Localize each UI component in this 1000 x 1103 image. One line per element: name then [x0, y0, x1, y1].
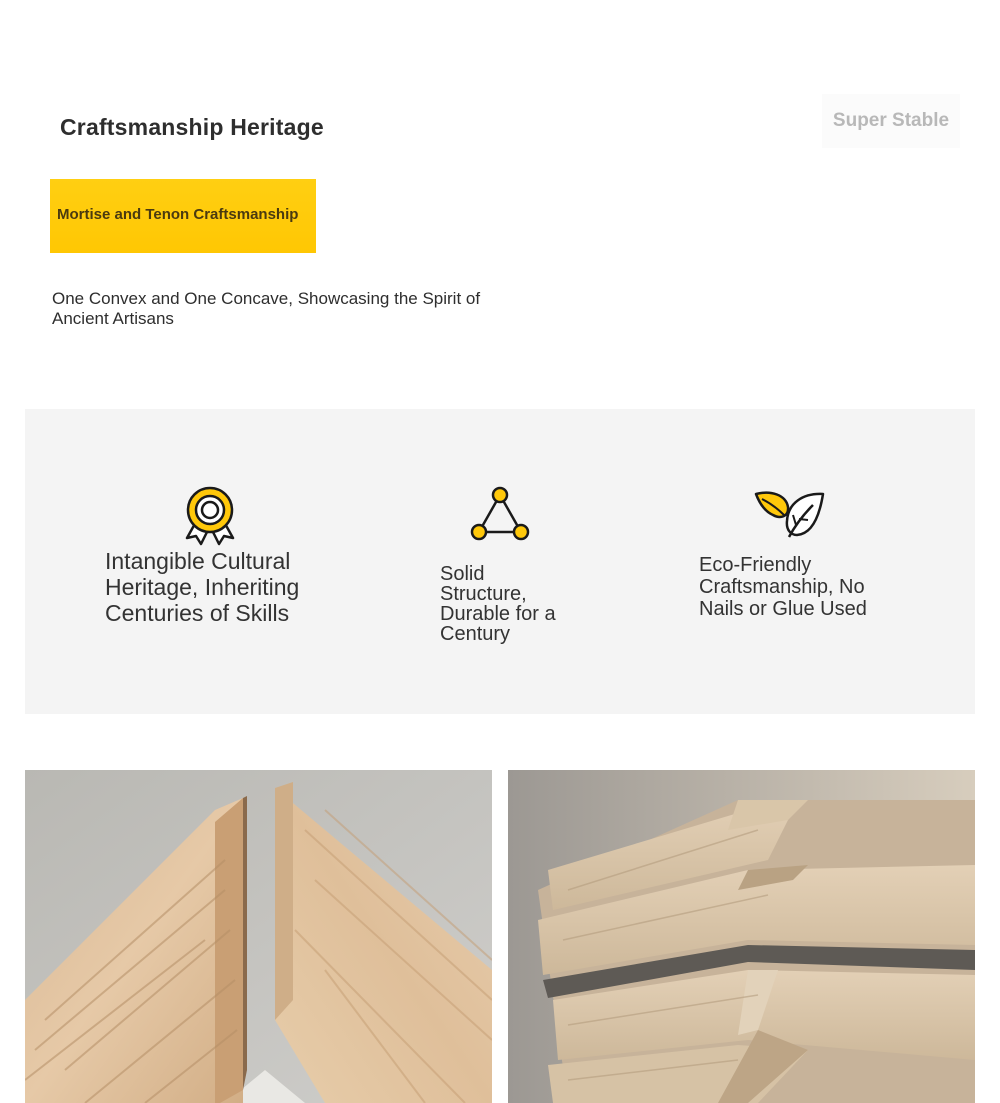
- award-ribbon-icon: [179, 484, 241, 551]
- subtitle-text: One Convex and One Concave, Showcasing the Spirit of Ancient Artisans: [52, 289, 481, 328]
- triangle-structure-icon: [469, 486, 531, 549]
- super-stable-label: Super Stable: [822, 94, 960, 148]
- craft-tag-label: Mortise and Tenon Craftsmanship: [57, 206, 299, 223]
- feature-text-structure: Solid Structure, Durable for a Century: [440, 563, 556, 645]
- craft-tag-banner: [50, 179, 316, 253]
- leaf-icon: [753, 489, 827, 544]
- feature-text-eco: Eco-Friendly Craftsmanship, No Nails or Glue Used: [699, 554, 867, 620]
- page-title: Craftsmanship Heritage: [60, 114, 324, 140]
- wood-corner-photo: [25, 770, 492, 1103]
- stacked-boards-photo: [508, 770, 975, 1103]
- feature-text-heritage: Intangible Cultural Heritage, Inheriting Centuries of Skills: [105, 548, 300, 626]
- features-panel: [25, 409, 975, 714]
